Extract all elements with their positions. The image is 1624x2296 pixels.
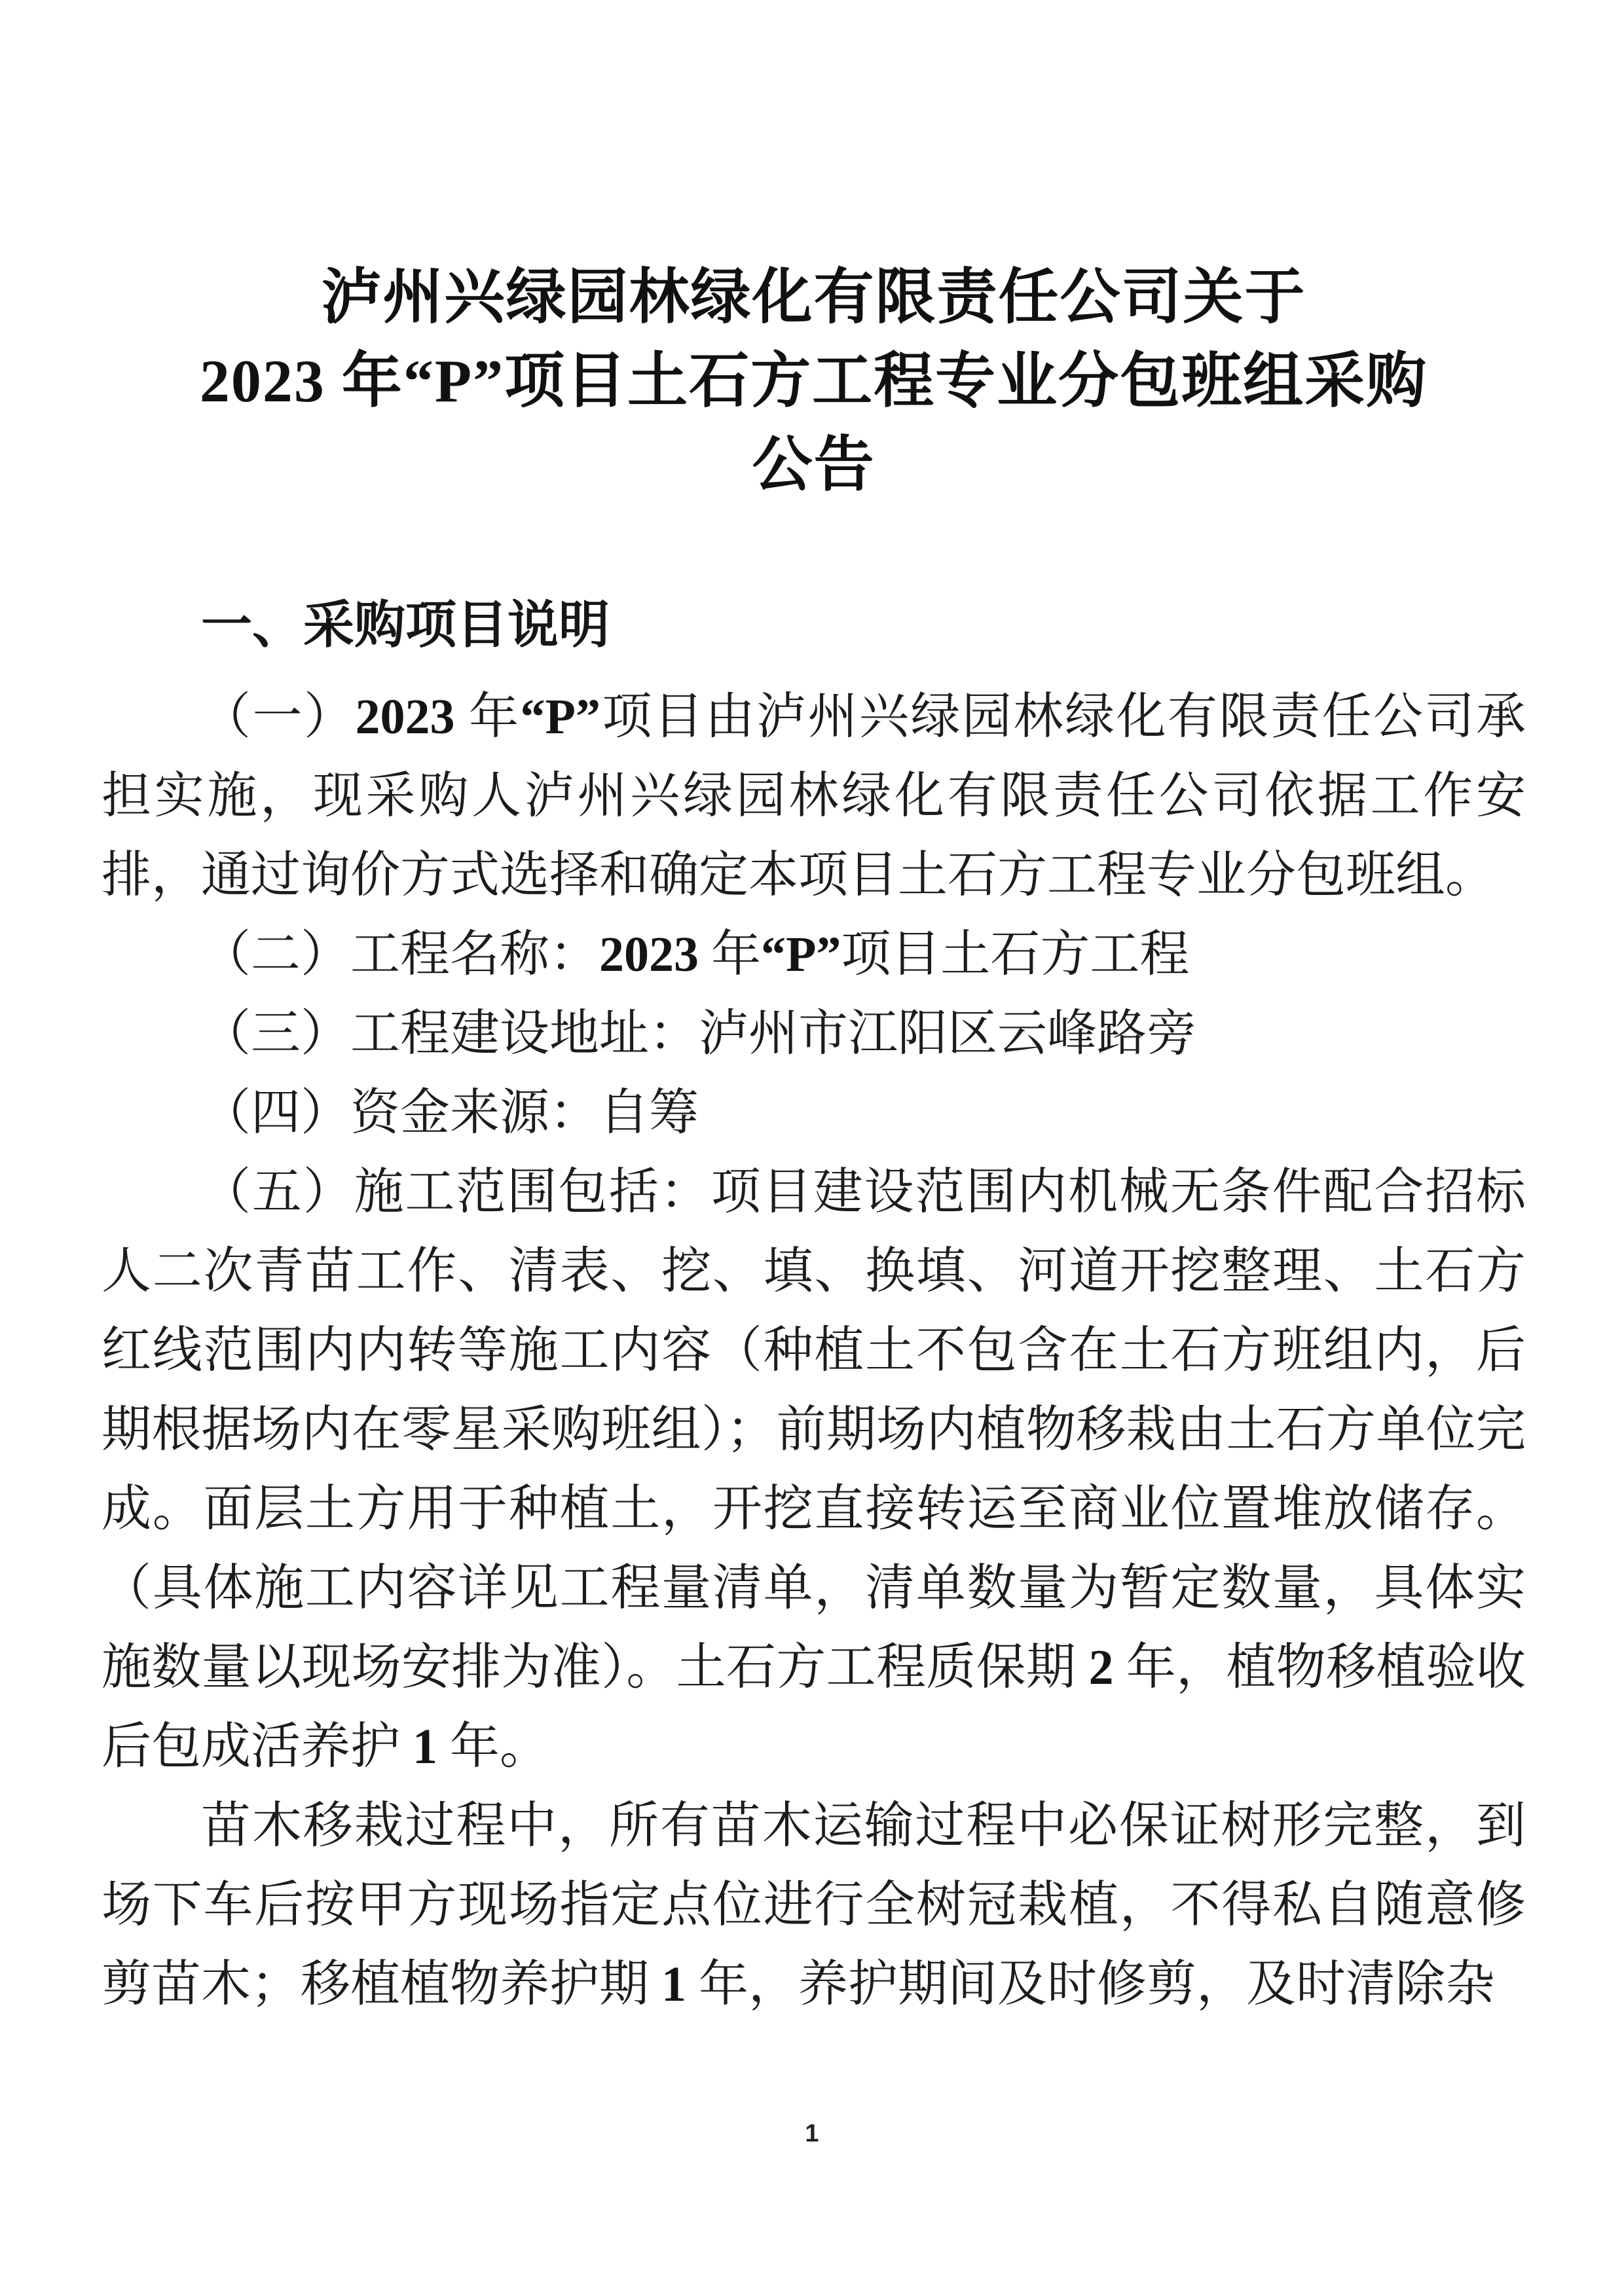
document-title [101, 255, 1526, 507]
paragraph-5-warranty-years: 2 [1076, 1640, 1126, 1695]
paragraph-2-text-c: 项目土石方工程 [841, 927, 1190, 982]
paragraph-1-year-number: 2023 [355, 689, 455, 744]
paragraph-5-text-c: 年。 [450, 1719, 549, 1774]
paragraph-2-year-number: 2023 [599, 927, 699, 982]
paragraph-2-text-b: 年 [699, 927, 761, 982]
paragraph-6-seedling-transplant [101, 1787, 1526, 2024]
paragraph-5-text-a: （五）施工范围包括：项目建设范围内机械无条件配合招标人二次青苗工作、清表、挖、填、换填、河道开挖整理、土石方红线范围内内转等施工内容（种植土不包含在土石方班组内，后期根据场内在零星采购班组）；前期场内植物移栽由土石方单位完成。面层土方用于种植土，开挖直接转运至商业位置堆放储存。（具体施工内容详见工程量清单，清单数量为暂定数量，具体实施数量以现场安排为准）。土石方工程质保期 [101, 1165, 1526, 1695]
paragraph-1-project-undertaker [101, 678, 1526, 915]
paragraph-6-text-a: 苗木移栽过程中，所有苗木运输过程中必保证树形完整，到场下车后按甲方现场指定点位进行全树冠栽植，不得私自随意修剪苗木；移植植物养护期 [101, 1798, 1526, 2012]
page-footer [0, 2120, 1624, 2148]
paragraph-3-project-address [101, 994, 1526, 1074]
paragraph-1-text-c: 项目由泸州兴绿园林绿化有限责任公司承担实施，现采购人泸州兴绿园林绿化有限责任公司依据工作安排，通过询价方式选择和确定本项目土石方工程专业分包班组。 [101, 689, 1526, 903]
paragraph-6-maintenance-years: 1 [649, 1957, 699, 2012]
title-line-1: 泸州兴绿园林绿化有限责任公司关于 [321, 264, 1306, 331]
paragraph-2-project-code: “P” [761, 927, 841, 982]
paragraph-5-construction-scope [101, 1153, 1526, 1787]
paragraph-5-text-b: 年，植物移植验收后包成活养护 [101, 1640, 1526, 1774]
paragraph-4-text: （四）资金来源：自筹 [201, 1085, 699, 1140]
paragraph-5-maintenance-years: 1 [400, 1719, 450, 1774]
paragraph-2-text-a: （二）工程名称： [201, 927, 599, 982]
paragraph-3-text: （三）工程建设地址：泸州市江阳区云峰路旁 [201, 1006, 1196, 1061]
paragraph-4-funding-source [101, 1074, 1526, 1153]
title-line-3: 公告 [752, 431, 876, 498]
paragraph-1-text-b: 年 [454, 689, 521, 744]
paragraph-6-text-b: 年，养护期间及时修剪，及时清除杂 [699, 1957, 1495, 2012]
paragraph-1-text-a: （一） [201, 689, 356, 744]
title-line-2: 2023 年“P”项目土石方工程专业分包班组采购 [199, 348, 1428, 414]
paragraph-1-project-code: “P” [520, 689, 600, 744]
section-heading-procurement-description: 一、采购项目说明 [201, 596, 610, 653]
page-number: 1 [805, 2120, 819, 2147]
paragraph-2-project-name [101, 915, 1526, 994]
